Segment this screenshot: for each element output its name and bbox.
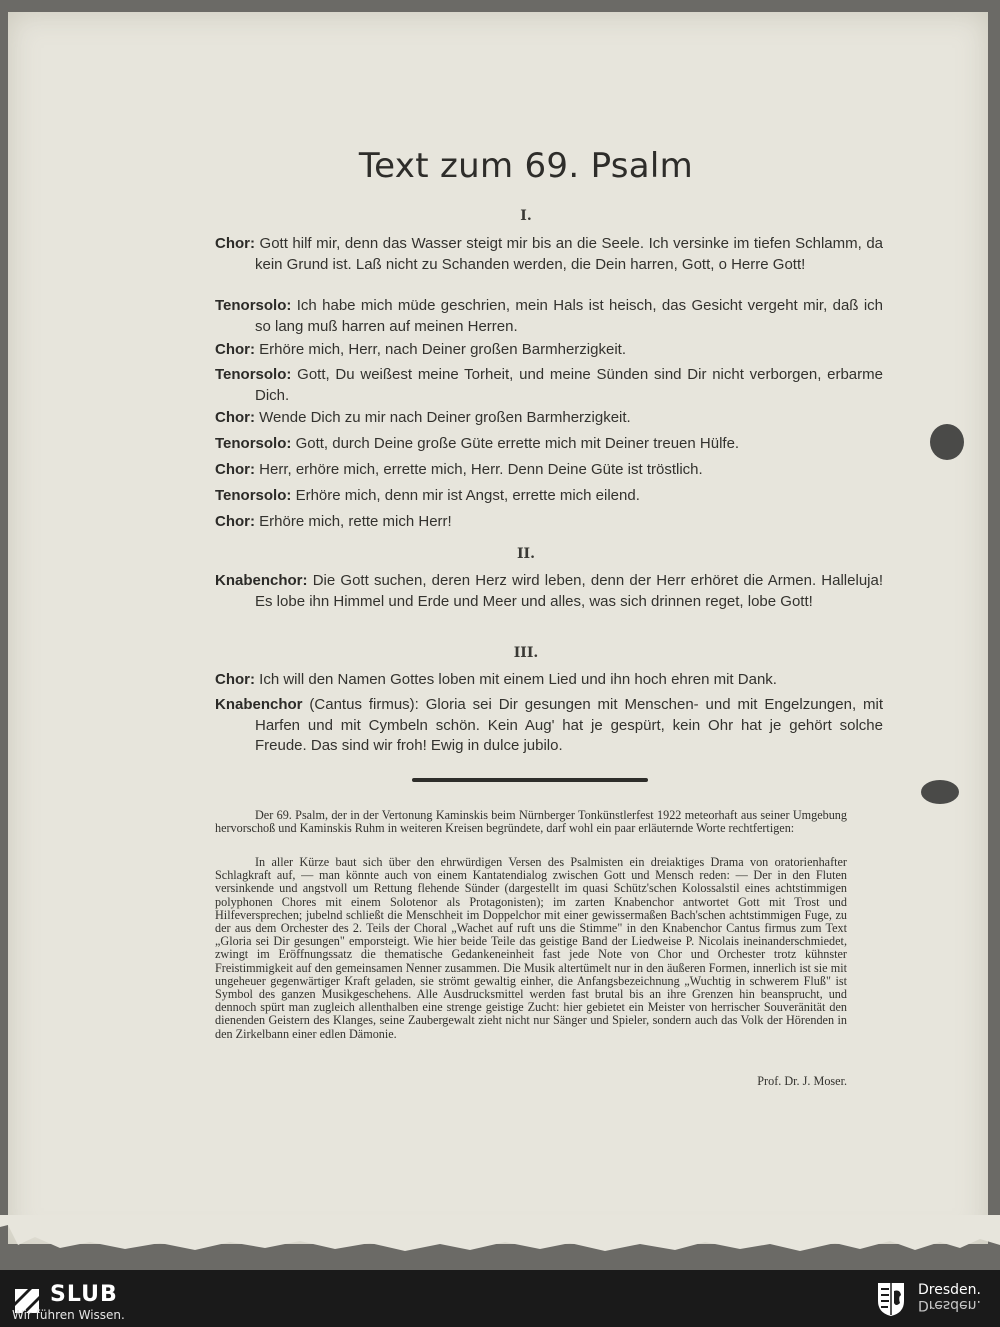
verse-speaker: Knabenchor:: [215, 572, 308, 589]
verse-text: Erhöre mich, denn mir ist Angst, errette mich eilend.: [295, 487, 640, 504]
verse: [215, 460, 883, 481]
verse-text: (Cantus firmus): Gloria sei Dir gesungen mit Menschen- und mit Engelzungen, mit Harfen und mit Cymbeln schön. Kein Aug' hat je gespürt, kein Ohr hat je gehört solche Freude. Das sind wir froh! Ewig in dulce jubilo.: [255, 696, 884, 754]
verse: [215, 234, 883, 275]
verse: [215, 695, 883, 757]
verse-speaker: Tenorsolo:: [215, 297, 292, 314]
verse-text: Ich will den Namen Gottes loben mit einem Lied und ihn hoch ehren mit Dank.: [259, 671, 777, 688]
section-numeral: II.: [517, 546, 535, 562]
signature: Prof. Dr. J. Moser.: [757, 1074, 847, 1088]
section-numeral: I.: [520, 208, 532, 224]
verse-speaker: Tenorsolo:: [215, 435, 292, 452]
verse: [215, 486, 883, 507]
slub-logo-text[interactable]: SLUB: [50, 1282, 118, 1307]
section-numeral: III.: [513, 645, 539, 661]
divider-rule: [412, 778, 648, 782]
verse-text: Erhöre mich, rette mich Herr!: [259, 513, 452, 530]
commentary-paragraph: Der 69. Psalm, der in der Vertonung Kaminskis beim Nürnberger Tonkünstlerfest 1922 meteorhaft aus seiner Umgebung hervorschoß und Kaminskis Ruhm in weiteren Kreisen begründete, darf wohl ein paar erläuternde Worte rechtfertigen:: [215, 808, 847, 836]
verse-text: Herr, erhöre mich, errette mich, Herr. Denn Deine Güte ist tröstlich.: [259, 461, 703, 478]
verse-speaker: Tenorsolo:: [215, 366, 292, 383]
slub-claim: Wir führen Wissen.: [12, 1308, 125, 1322]
dresden-logo-mirror: Dresden.: [918, 1297, 981, 1313]
dresden-logo-text: Dresden.: [918, 1282, 981, 1298]
commentary-paragraph: In aller Kürze baut sich über den ehrwürdigen Versen des Psalmisten ein dreiaktiges Drama von oratorienhafter Schlagkraft auf, — man könnte auch von einem Kantatendialog zwischen Gott und Mensch reden: — Der in den Fluten versinkende und angstvoll um Rettung flehende Sünder (dargestellt im quasi Schütz'schen Kolossalstil eines achtstimmigen polyphonen Chores mit einem Solotenor als Protagonisten); im zarten Knabenchor antwortet Gott mit Trost und Hilfeversprechen; jubelnd schließt die Menschheit im Doppelchor mit einer gewissermaßen Bach'schen achtstimmigen Fuge, zu der aus dem Orchester des 2. Teils der Choral „Wachet auf ruft uns die Stimme" in den Knabenchor Cantus firmus zum Text „Gloria sei Dir gesungen" emporsteigt. Wie hier beide Teile das geistige Band der Liedweise P. Nicolais ineinanderschmiedet, zwingt im Eröffnungssatz die thematische Gedankeneinheit fast jede Note von Chor und Orchester trotz kühnster Freistimmigkeit auf den gemeinsamen Nenner zusammen. Die Musik altertümelt nur in den äußeren Formen, innerlich ist sie mit ungeheuer gegenwärtiger Kraft geladen, sie strömt gewaltig einher, die Anfangsbezeichnung „Wuchtig in schwerem Fluß" ist Symbol des ganzen Musikgeschehens. Alle Ausdrucksmittel werden fast brutal bis an ihre Grenzen hin beansprucht, und dennoch spürt man zugleich allenthalben eine strenge geistige Zucht: hier gebietet ein Meister von herrischer Souveränität den dienenden Geistern des Klanges, seine Zaubergewalt zieht nicht nur Sänger und Spieler, sondern auch das Volk der Hörenden in den Zirkelbann einer edlen Dämonie.: [215, 855, 847, 1041]
verse-speaker: Chor:: [215, 671, 255, 688]
verse-speaker: Chor:: [215, 409, 255, 426]
verse: [215, 434, 883, 455]
dresden-logo[interactable]: [918, 1283, 981, 1312]
verse: [215, 670, 883, 691]
verse-text: Erhöre mich, Herr, nach Deiner großen Barmherzigkeit.: [259, 341, 626, 358]
verse-speaker: Chor:: [215, 461, 255, 478]
verse-speaker: Chor:: [215, 235, 255, 252]
verse-speaker: Knabenchor: [215, 696, 303, 713]
verse-text: Wende Dich zu mir nach Deiner großen Barmherzigkeit.: [259, 409, 631, 426]
verse-speaker: Chor:: [215, 341, 255, 358]
verse-text: Die Gott suchen, deren Herz wird leben, denn der Herr erhöret die Armen. Halleluja! Es lobe ihn Himmel und Erde und Meer und alles, was sich drinnen reget, lobe Gott!: [255, 572, 884, 610]
verse: [215, 408, 883, 429]
verse: [215, 512, 883, 533]
verse-text: Gott, durch Deine große Güte errette mich mit Deiner treuen Hülfe.: [295, 435, 740, 452]
verse-text: Gott hilf mir, denn das Wasser steigt mir bis an die Seele. Ich versinke im tiefen Schlamm, da kein Grund ist. Laß nicht zu Schanden werden, die Dein harren, Gott, o Herre Gott!: [255, 235, 884, 273]
verse: [215, 340, 883, 361]
verse-text: Gott, Du weißest meine Torheit, und meine Sünden sind Dir nicht verborgen, erbarme Dich.: [255, 366, 883, 404]
verse-speaker: Tenorsolo:: [215, 487, 292, 504]
verse: [215, 571, 883, 612]
footer-bar: [0, 1270, 1000, 1327]
verse-speaker: Chor:: [215, 513, 255, 530]
verse-text: Ich habe mich müde geschrien, mein Hals ist heisch, das Gesicht vergeht mir, daß ich so lang muß harren auf meinen Herren.: [255, 297, 884, 335]
document-title: Text zum 69. Psalm: [358, 146, 694, 186]
verse: [215, 365, 883, 406]
dresden-crest-icon[interactable]: [876, 1281, 906, 1317]
verse: [215, 296, 883, 337]
